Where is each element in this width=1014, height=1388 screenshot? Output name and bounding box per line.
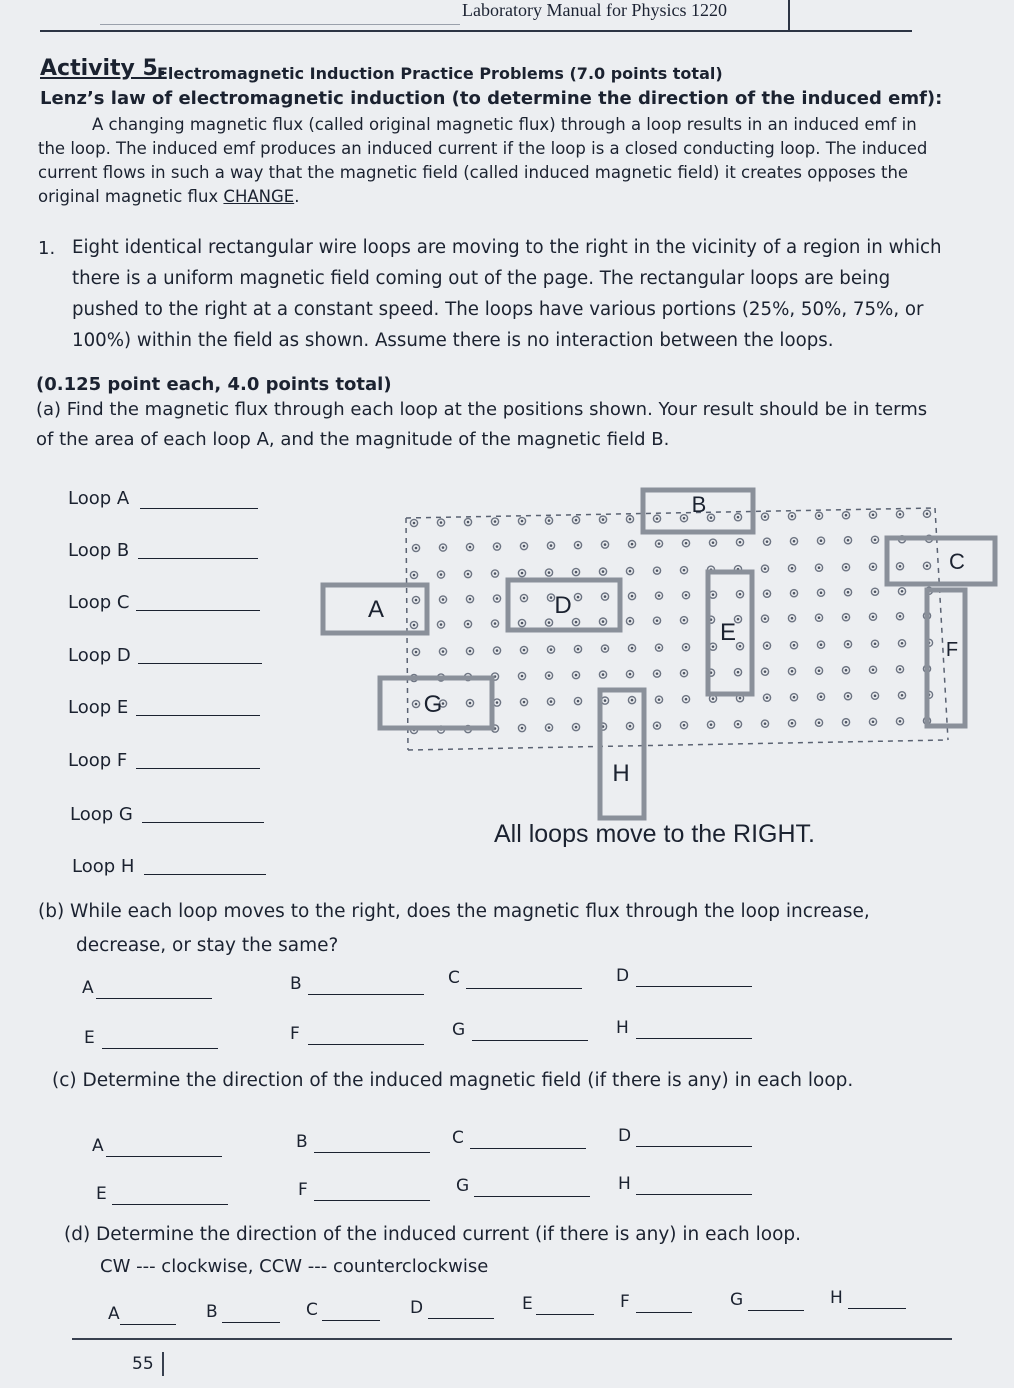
field-dot-center — [550, 700, 553, 703]
field-dot-center — [631, 543, 634, 546]
field-dot-center — [845, 514, 848, 517]
field-dot-center — [523, 649, 526, 652]
field-dot-center — [764, 670, 767, 673]
part-b-answer-line-4[interactable] — [102, 1048, 218, 1049]
field-dot-center — [656, 517, 659, 520]
field-dot-center — [496, 649, 499, 652]
field-dot-center — [872, 668, 875, 671]
field-dot-center — [739, 697, 742, 700]
part-c-answer-line-1[interactable] — [314, 1152, 430, 1153]
field-dot-center — [737, 723, 740, 726]
field-dot-center — [442, 598, 445, 601]
field-dot-center — [685, 646, 688, 649]
field-dot-center — [494, 622, 497, 625]
part-c-answer-label-4: E — [96, 1184, 107, 1204]
part-b-answer-label-1: B — [290, 974, 302, 994]
field-dot-center — [467, 573, 470, 576]
field-dot-center — [442, 650, 445, 653]
field-dot-center — [791, 617, 794, 620]
page-number: 55 — [132, 1354, 154, 1374]
field-dot-center — [899, 565, 902, 568]
field-dot-center — [467, 521, 470, 524]
field-dot-center — [550, 544, 553, 547]
field-dot-center — [926, 512, 929, 515]
loop-b-label: Loop B — [68, 540, 130, 561]
field-dot-center — [521, 727, 524, 730]
field-dots — [410, 510, 932, 733]
loop-a — [323, 585, 427, 633]
field-dot-center — [791, 722, 794, 725]
part-c-answer-line-4[interactable] — [112, 1204, 228, 1205]
loop-e — [708, 572, 752, 694]
question-text: Eight identical rectangular wire loops are moving to the right in the vicinity of a region in which there is a uniform magnetic field coming out of the page. The rectangular loops are being pushed to the right at a constant speed. The loops have various portions (25%, 50%, 75%, or 100%) within the field as shown. Assume there is no interaction between the loops. — [72, 237, 942, 351]
part-b-answer-label-5: F — [290, 1024, 300, 1044]
page-header-title: Laboratory Manual for Physics 1220 — [462, 0, 727, 20]
field-dot-center — [631, 699, 634, 702]
part-c-answer-line-2[interactable] — [470, 1148, 586, 1149]
loop-g-tag: G — [423, 691, 443, 718]
field-dot-center — [874, 590, 877, 593]
part-c-answer-line-3[interactable] — [636, 1146, 752, 1147]
part-c-answer-line-6[interactable] — [474, 1196, 590, 1197]
field-dot-center — [575, 674, 578, 677]
part-b-answer-line-1[interactable] — [308, 994, 424, 995]
field-dot-center — [901, 694, 904, 697]
field-dot-center — [467, 623, 470, 626]
field-dot-center — [469, 650, 472, 653]
field-dot-center — [899, 668, 902, 671]
part-d-answer-label-7: H — [830, 1288, 843, 1308]
field-dot-center — [629, 725, 632, 728]
field-dot-center — [845, 721, 848, 724]
loop-d-tag: D — [554, 592, 572, 619]
part-d-answer-line-6[interactable] — [748, 1310, 804, 1311]
loop-c — [887, 538, 995, 584]
field-dot-center — [818, 566, 821, 569]
loop-f-label: Loop F — [68, 750, 128, 771]
field-dot-center — [818, 721, 821, 724]
part-d-answer-label-2: C — [306, 1300, 318, 1320]
field-dot-center — [874, 538, 877, 541]
field-dot-center — [575, 519, 578, 522]
loop-b — [643, 490, 753, 532]
lenz-heading: Lenz’s law of electromagnetic induction (to determine the direction of the induced emf): — [40, 88, 943, 109]
field-dot-center — [494, 520, 497, 523]
field-dot-center — [847, 591, 850, 594]
field-dot-center — [440, 623, 443, 626]
field-dot-center — [847, 643, 850, 646]
field-dot-center — [712, 697, 715, 700]
part-d-answer-line-7[interactable] — [848, 1308, 906, 1309]
field-dot-center — [712, 593, 715, 596]
field-dot-center — [604, 543, 607, 546]
field-dot-center — [496, 545, 499, 548]
field-dot-center — [602, 570, 605, 573]
field-dot-center — [818, 514, 821, 517]
field-dot-center — [521, 622, 524, 625]
field-dot-center — [766, 592, 769, 595]
part-d-answer-label-3: D — [410, 1298, 424, 1318]
field-dot-center — [872, 615, 875, 618]
field-dot-center — [604, 699, 607, 702]
part-b-answer-line-5[interactable] — [308, 1044, 424, 1045]
loop-a-label: Loop A — [68, 488, 130, 509]
field-dot-center — [710, 723, 713, 726]
part-c-text: (c) Determine the direction of the induced magnetic field (if there is any) in each loop. — [52, 1070, 854, 1091]
part-b-answer-line-3[interactable] — [636, 986, 752, 987]
field-dot-center — [413, 624, 416, 627]
loop-a-tag: A — [367, 596, 385, 623]
part-b-answer-line-2[interactable] — [466, 988, 582, 989]
question-number: 1. — [38, 238, 56, 259]
part-a-text: (a) Find the magnetic flux through each loop at the positions shown. Your result should be in terms of the area of each loop A, and the magnitude of the magnetic field B. — [36, 399, 928, 450]
part-b-answer-label-2: C — [448, 968, 460, 988]
field-dot-center — [764, 567, 767, 570]
field-dot-center — [575, 571, 578, 574]
field-dot-center — [872, 720, 875, 723]
field-dot-center — [712, 645, 715, 648]
field-dot-center — [496, 597, 499, 600]
field-dot-center — [575, 726, 578, 729]
part-d-answer-line-1[interactable] — [222, 1322, 280, 1323]
field-dot-center — [764, 722, 767, 725]
part-b-answer-label-7: H — [616, 1018, 629, 1038]
loop-g — [380, 678, 492, 728]
field-dot-center — [766, 644, 769, 647]
part-b-answer-line-0[interactable] — [96, 998, 212, 999]
field-dot-center — [577, 596, 580, 599]
field-dot-center — [710, 516, 713, 519]
field-dot-center — [656, 672, 659, 675]
field-dot-center — [739, 593, 742, 596]
field-dot-center — [440, 521, 443, 524]
field-dot-center — [656, 569, 659, 572]
field-dot-center — [494, 572, 497, 575]
field-dot-center — [685, 698, 688, 701]
field-dot-center — [683, 619, 686, 622]
part-b-answer-line-7[interactable] — [636, 1038, 752, 1039]
loop-h-label: Loop H — [72, 856, 135, 877]
part-c-answer-line-5[interactable] — [314, 1200, 430, 1201]
loop-b-tag: B — [691, 492, 707, 517]
intro-change-word: CHANGE — [223, 187, 295, 206]
field-dot-center — [550, 596, 553, 599]
field-dot-center — [766, 540, 769, 543]
field-dot-center — [683, 672, 686, 675]
field-dot-center — [658, 542, 661, 545]
diagram-caption: All loops move to the RIGHT. — [494, 820, 815, 848]
loop-e-label: Loop E — [68, 697, 129, 718]
page-number-divider — [162, 1352, 164, 1376]
loop-c-label: Loop C — [68, 592, 130, 613]
field-dot-center — [901, 642, 904, 645]
field-dot-center — [577, 700, 580, 703]
part-d-answer-line-0[interactable] — [120, 1324, 176, 1325]
part-d-answer-label-4: E — [522, 1294, 533, 1314]
field-dot-center — [469, 598, 472, 601]
field-dot-center — [739, 645, 742, 648]
loop-f-tag: F — [945, 639, 959, 661]
field-dot-center — [548, 674, 551, 677]
part-c-answer-label-2: C — [452, 1128, 464, 1148]
field-dot-center — [575, 621, 578, 624]
part-d-answer-line-3[interactable] — [428, 1318, 494, 1319]
field-dot-center — [469, 546, 472, 549]
field-dot-center — [629, 620, 632, 623]
field-dot-center — [899, 615, 902, 618]
field-dot-center — [820, 591, 823, 594]
field-dot-center — [764, 617, 767, 620]
part-d-answer-line-4[interactable] — [536, 1314, 594, 1315]
field-dot-center — [683, 724, 686, 727]
loop-h — [600, 690, 644, 818]
part-b-answer-label-0: A — [82, 978, 94, 998]
field-dot-center — [820, 695, 823, 698]
field-dot-center — [469, 702, 472, 705]
field-dot-center — [577, 544, 580, 547]
activity-title: Activity 5. — [40, 56, 167, 81]
field-dot-center — [847, 539, 850, 542]
field-dot-center — [415, 599, 418, 602]
loop-h-tag: H — [612, 760, 630, 787]
field-dot-center — [874, 694, 877, 697]
field-dot-center — [737, 618, 740, 621]
field-dot-center — [872, 565, 875, 568]
field-dot-center — [712, 541, 715, 544]
field-dot-center — [764, 515, 767, 518]
field-dot-center — [899, 513, 902, 516]
part-c-answer-label-5: F — [298, 1180, 308, 1200]
loop-g-label: Loop G — [70, 804, 133, 825]
part-d-answer-label-0: A — [108, 1304, 120, 1324]
field-dot-center — [874, 642, 877, 645]
field-dot-center — [521, 572, 524, 575]
field-dot-center — [658, 698, 661, 701]
field-dot-center — [791, 515, 794, 518]
field-dot-center — [656, 619, 659, 622]
field-dot-center — [683, 517, 686, 520]
field-dot-center — [793, 540, 796, 543]
field-dot-center — [602, 620, 605, 623]
field-dot-center — [872, 513, 875, 516]
field-dot-center — [818, 616, 821, 619]
part-d-answer-label-1: B — [206, 1302, 218, 1322]
part-c-answer-label-7: H — [618, 1174, 631, 1194]
field-dot-center — [737, 671, 740, 674]
field-dot-center — [901, 590, 904, 593]
part-c-answer-line-7[interactable] — [636, 1194, 752, 1195]
part-b-text-inner: (b) While each loop moves to the right, does the magnetic flux through the loop increase, decrease, or stay the same? — [38, 901, 870, 956]
field-dot-center — [523, 597, 526, 600]
field-dot-center — [602, 518, 605, 521]
part-d-legend: CW --- clockwise, CCW --- counterclockwise — [100, 1256, 489, 1277]
field-dot-center — [737, 516, 740, 519]
field-dot-center — [818, 669, 821, 672]
field-dot-center — [415, 547, 418, 550]
field-dot-center — [548, 621, 551, 624]
field-dot-center — [521, 675, 524, 678]
field-dot-center — [845, 616, 848, 619]
field-dot-center — [548, 519, 551, 522]
part-b-answer-label-4: E — [84, 1028, 95, 1048]
field-dot-center — [523, 545, 526, 548]
field-dot-center — [629, 570, 632, 573]
part-c-answer-label-3: D — [618, 1126, 632, 1146]
field-dot-center — [793, 696, 796, 699]
field-dot-center — [631, 647, 634, 650]
intro-end: . — [294, 187, 300, 206]
field-dot-center — [523, 701, 526, 704]
field-dot-center — [658, 594, 661, 597]
loop-f — [927, 590, 965, 726]
field-dot-center — [793, 592, 796, 595]
field-dot-center — [791, 670, 794, 673]
field-dot-center — [413, 522, 416, 525]
field-dot-center — [415, 651, 418, 654]
field-dot-center — [442, 546, 445, 549]
part-c-answer-label-6: G — [456, 1176, 470, 1196]
part-d-answer-line-5[interactable] — [636, 1312, 692, 1313]
field-dot-center — [496, 701, 499, 704]
intro-text: A changing magnetic flux (called original magnetic flux) through a loop results in an induced emf in the loop. The induced emf produces an induced current if the loop is a closed conducting loop. The induced current flows in such a way that the magnetic field (called induced magnetic field) it creates opposes the original magnetic flux — [38, 115, 928, 206]
field-dot-center — [656, 724, 659, 727]
field-dot-center — [631, 595, 634, 598]
field-dot-center — [521, 520, 524, 523]
field-dot-center — [791, 567, 794, 570]
points-note: (0.125 point each, 4.0 points total) — [36, 374, 392, 395]
part-b-answer-label-3: D — [616, 966, 630, 986]
field-dot-center — [629, 673, 632, 676]
field-dot-center — [658, 646, 661, 649]
field-dot-center — [602, 673, 605, 676]
field-dot-center — [550, 648, 553, 651]
field-dot-center — [604, 647, 607, 650]
field-dot-center — [604, 595, 607, 598]
loop-c-tag: C — [949, 549, 965, 574]
loop-e-tag: E — [719, 619, 737, 646]
activity-subtitle: Electromagnetic Induction Practice Problems (7.0 points total) — [157, 64, 723, 83]
field-dot-center — [845, 669, 848, 672]
field-dot-center — [629, 518, 632, 521]
part-c-answer-label-0: A — [92, 1136, 104, 1156]
field-dot-center — [845, 566, 848, 569]
field-region-boundary — [406, 508, 948, 750]
part-b-answer-label-6: G — [452, 1020, 466, 1040]
field-dot-center — [415, 703, 418, 706]
part-b-answer-line-6[interactable] — [472, 1040, 588, 1041]
field-dot-center — [926, 564, 929, 567]
part-d-answer-line-2[interactable] — [322, 1320, 380, 1321]
part-d-answer-label-6: G — [730, 1290, 744, 1310]
field-dot-center — [847, 695, 850, 698]
field-dot-center — [820, 643, 823, 646]
field-dot-center — [577, 648, 580, 651]
part-d-text: (d) Determine the direction of the induced current (if there is any) in each loop. — [64, 1224, 802, 1245]
field-dot-center — [685, 594, 688, 597]
field-dot-center — [739, 541, 742, 544]
field-dot-center — [413, 574, 416, 577]
footer-rule — [72, 1338, 952, 1340]
part-c-answer-label-1: B — [296, 1132, 308, 1152]
field-dot-center — [899, 720, 902, 723]
loop-d-label: Loop D — [68, 645, 131, 666]
part-b-text — [0, 895, 918, 963]
field-dot-center — [793, 644, 796, 647]
field-dot-center — [685, 542, 688, 545]
field-dot-center — [548, 726, 551, 729]
field-dot-center — [683, 569, 686, 572]
field-dot-center — [440, 573, 443, 576]
part-c-answer-line-0[interactable] — [106, 1156, 222, 1157]
part-d-answer-label-5: F — [620, 1292, 630, 1312]
field-dot-center — [548, 571, 551, 574]
field-dot-center — [820, 539, 823, 542]
field-dot-center — [766, 696, 769, 699]
